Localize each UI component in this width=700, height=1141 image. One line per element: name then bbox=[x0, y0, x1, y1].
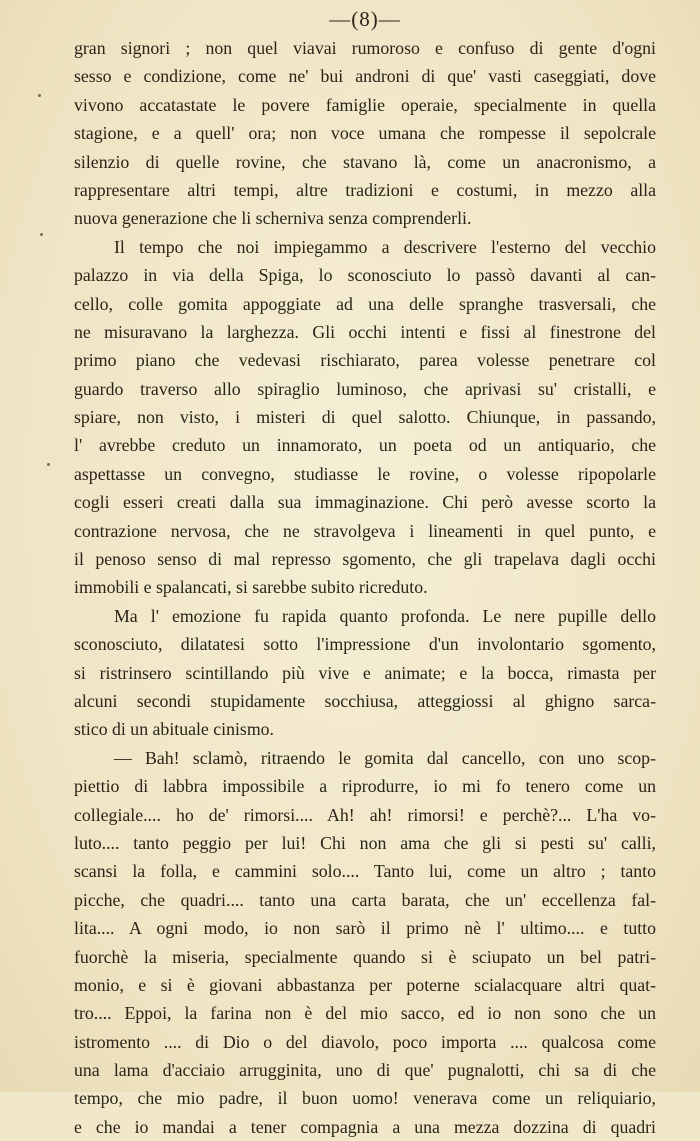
text-line: sconosciuto, dilatatesi sotto l'impressione d'un involontario sgomento, bbox=[74, 634, 656, 655]
margin-speck bbox=[38, 94, 41, 97]
paragraph-first-line: — Bah! sclamò, ritraendo le gomita dal cancello, con uno scop- bbox=[114, 747, 656, 768]
text-line: si ristrinsero scintillando più vive e animate; e la bocca, rimasta per bbox=[74, 662, 656, 683]
text-line: primo piano che vedevasi rischiarato, parea volesse penetrare col bbox=[74, 350, 656, 371]
text-line: vivono accatastate le povere famiglie operaie, specialmente in quella bbox=[74, 94, 656, 115]
text-line: piettio di labbra impossibile a riprodurre, io mi fo tenero come un bbox=[74, 776, 656, 797]
text-line: l' avrebbe creduto un innamorato, un poeta od un antiquario, che bbox=[74, 435, 656, 456]
text-line: istromento .... di Dio o del diavolo, poco importa .... qualcosa come bbox=[74, 1031, 656, 1052]
text-line: nuova generazione che li scherniva senza comprenderli. bbox=[74, 208, 472, 229]
text-line: picche, che quadri.... tanto una carta barata, che un' eccellenza fal- bbox=[74, 889, 656, 910]
text-line: luto.... tanto peggio per lui! Chi non ama che gli si pesti su' calli, bbox=[74, 832, 656, 853]
text-line: tro.... Eppoi, la farina non è del mio sacco, ed io non sono che un bbox=[74, 1003, 656, 1024]
page-number: —(8)— bbox=[329, 7, 401, 31]
text-line: aspettasse un convegno, studiasse le rovine, o volesse ripopolarle bbox=[74, 463, 656, 484]
text-line: sesso e condizione, come ne' bui androni di que' vasti caseggiati, dove bbox=[74, 66, 656, 87]
text-line: alcuni secondi stupidamente socchiusa, atteggiossi al ghigno sarca- bbox=[74, 690, 656, 711]
margin-speck bbox=[40, 233, 43, 236]
body-text bbox=[74, 34, 656, 1141]
margin-speck bbox=[47, 463, 50, 466]
text-line: contrazione nervosa, che ne stravolgeva i lineamenti in quel punto, e bbox=[74, 520, 656, 541]
paragraph-first-line: Il tempo che noi impiegammo a descrivere l'esterno del vecchio bbox=[114, 236, 656, 257]
text-line: cogli esseri creati dalla sua immaginazione. Chi però avesse scorto la bbox=[74, 492, 656, 513]
text-line: immobili e spalancati, si sarebbe subito ricreduto. bbox=[74, 577, 428, 598]
text-line: monio, e si è giovani abbastanza per poterne scialacquare altri quat- bbox=[74, 974, 656, 995]
text-line: collegiale.... ho de' rimorsi.... Ah! ah! rimorsi! e perchè?... L'ha vo- bbox=[74, 804, 656, 825]
text-line: scansi la folla, e cammini solo.... Tanto lui, come un altro ; tanto bbox=[74, 861, 656, 882]
text-line: il penoso senso di mal represso sgomento, che gli trapelava dagli occhi bbox=[74, 549, 656, 570]
text-line: tempo, che mio padre, il buon uomo! venerava come un reliquiario, bbox=[74, 1088, 656, 1109]
text-line: ne misuravano la larghezza. Gli occhi intenti e fissi al finestrone del bbox=[74, 321, 656, 342]
text-line: fuorchè la miseria, specialmente quando si è sciupato un bel patri- bbox=[74, 946, 656, 967]
text-line: stagione, e a quell' ora; non voce umana che rompesse il sepolcrale bbox=[74, 123, 656, 144]
text-line: guardo traverso allo spiraglio luminoso, che aprivasi su' cristalli, e bbox=[74, 378, 656, 399]
text-line: spiare, non visto, i misteri di quel salotto. Chiunque, in passando, bbox=[74, 407, 656, 428]
text-line: silenzio di quelle rovine, che stavano là, come un anacronismo, a bbox=[74, 151, 656, 172]
text-line: cello, colle gomita appoggiate ad una delle spranghe trasversali, che bbox=[74, 293, 656, 314]
text-line: una lama d'acciaio arrugginita, uno di que' pugnalotti, chi sa di che bbox=[74, 1060, 656, 1081]
text-line: e che io mandai a tener compagnia a una mezza dozzina di quadri bbox=[74, 1116, 656, 1137]
text-line: palazzo in via della Spiga, lo sconosciuto lo passò davanti al can- bbox=[74, 265, 656, 286]
text-line: gran signori ; non quel viavai rumoroso e confuso di gente d'ogni bbox=[74, 38, 656, 58]
paragraph-first-line: Ma l' emozione fu rapida quanto profonda. Le nere pupille dello bbox=[114, 605, 656, 626]
text-line: rappresentare altri tempi, altre tradizioni e costumi, in mezzo alla bbox=[74, 179, 656, 200]
text-line: stico di un abituale cinismo. bbox=[74, 719, 275, 740]
text-line: lita.... A ogni modo, io non sarò il primo nè l' ultimo.... e tutto bbox=[74, 918, 656, 939]
